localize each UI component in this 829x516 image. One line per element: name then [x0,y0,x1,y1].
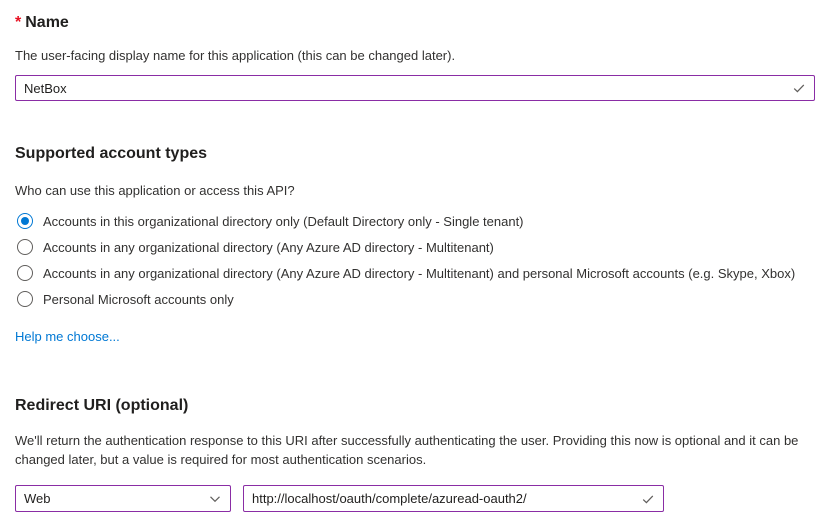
redirect-uri-input-wrap [243,485,664,512]
account-type-option-label: Accounts in any organizational directory (Any Azure AD directory - Multitenant) and personal Microsoft accounts (e.g. Skype, Xbox) [43,265,796,281]
radio-button-icon[interactable] [17,265,33,281]
redirect-uri-controls [15,485,815,512]
radio-button-icon[interactable] [17,239,33,255]
chevron-down-icon [208,492,222,506]
account-types-question: Who can use this application or access this API? [15,183,295,198]
account-type-option-label: Accounts in this organizational directory only (Default Directory only - Single tenant) [43,213,524,229]
redirect-uri-title: Redirect URI (optional) [15,397,189,414]
account-type-options [15,208,815,312]
supported-account-types-section [15,143,815,346]
help-me-choose-link[interactable]: Help me choose... [15,329,120,344]
name-input-wrap [15,75,815,101]
radio-button-icon[interactable] [17,291,33,307]
name-input[interactable] [15,75,815,101]
account-type-option[interactable] [15,260,815,286]
name-title-text: Name [25,14,69,31]
name-section [15,12,815,101]
required-asterisk: * [15,14,22,31]
redirect-uri-input[interactable] [243,485,664,512]
app-registration-form [15,12,815,512]
redirect-uri-section [15,395,815,512]
radio-button-icon[interactable] [17,213,33,229]
platform-select-value: Web [24,491,51,506]
redirect-uri-description: We'll return the authentication response to this URI after successfully authenticating the user. Providing this now is optional and it can be changed later, but a value is required for most authentication scenarios. [15,433,799,467]
account-type-option[interactable] [15,234,815,260]
account-type-option[interactable] [15,286,815,312]
account-type-option-label: Personal Microsoft accounts only [43,291,234,307]
supported-account-types-title: Supported account types [15,145,208,162]
name-description: The user-facing display name for this application (this can be changed later). [15,48,456,63]
account-type-option-label: Accounts in any organizational directory (Any Azure AD directory - Multitenant) [43,239,494,255]
name-section-title [15,12,815,33]
account-type-option[interactable] [15,208,815,234]
platform-select[interactable] [15,485,231,512]
